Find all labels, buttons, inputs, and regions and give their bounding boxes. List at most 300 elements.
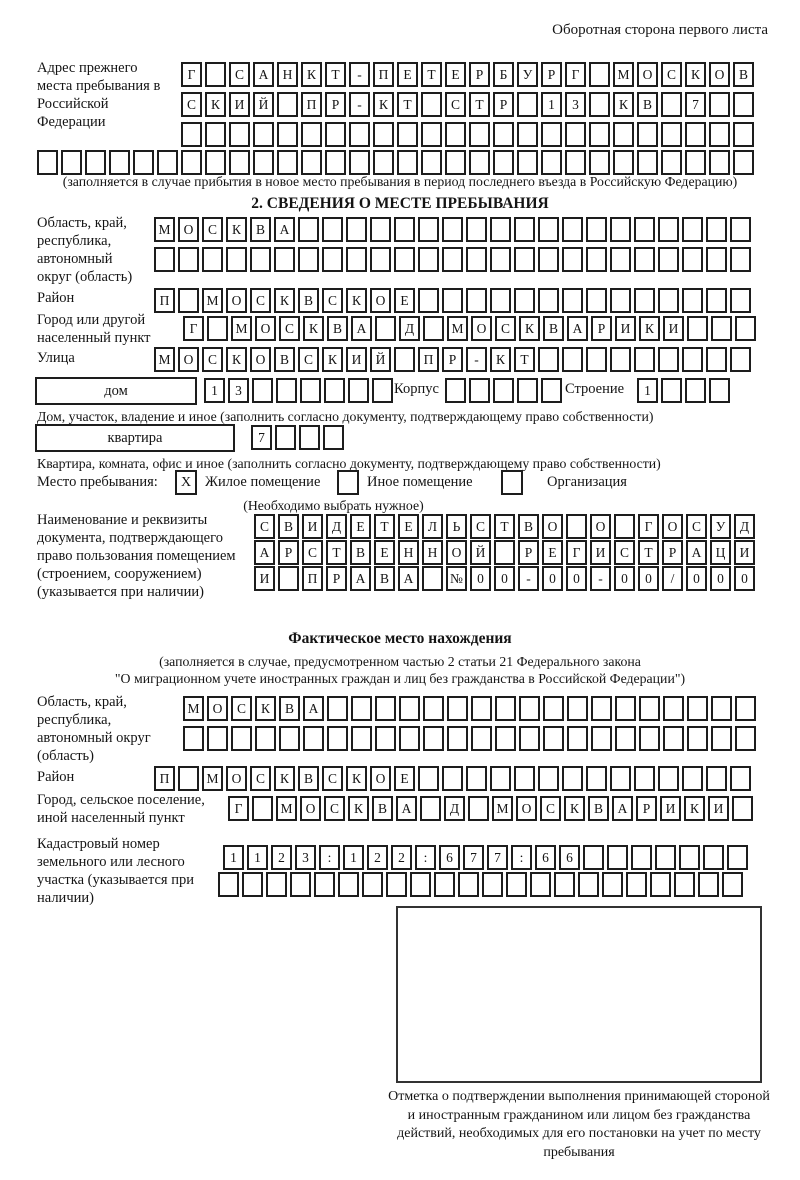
char-cell: К xyxy=(685,62,706,87)
char-cell xyxy=(277,92,298,117)
char-cell xyxy=(37,150,58,175)
char-cell: Р xyxy=(325,92,346,117)
char-cell: К xyxy=(519,316,540,341)
char-cell xyxy=(178,288,199,313)
s2-region-row-1 xyxy=(154,217,751,242)
section2-title: 2. СВЕДЕНИЯ О МЕСТЕ ПРЕБЫВАНИЯ xyxy=(251,195,549,212)
char-cell xyxy=(711,696,732,721)
char-cell xyxy=(298,217,319,242)
char-cell: Т xyxy=(514,347,535,372)
char-cell xyxy=(562,288,583,313)
char-cell xyxy=(469,150,490,175)
char-cell: К xyxy=(226,347,247,372)
char-cell xyxy=(202,247,223,272)
char-cell: В xyxy=(588,796,609,821)
char-cell xyxy=(471,726,492,751)
char-cell: К xyxy=(564,796,585,821)
char-cell xyxy=(637,150,658,175)
char-cell xyxy=(655,845,676,870)
char-cell xyxy=(495,696,516,721)
char-cell xyxy=(538,347,559,372)
char-cell xyxy=(133,150,154,175)
char-cell xyxy=(634,288,655,313)
char-cell: Т xyxy=(326,540,347,565)
char-cell xyxy=(351,726,372,751)
char-cell: 6 xyxy=(439,845,460,870)
char-cell xyxy=(323,425,344,450)
char-cell: Р xyxy=(636,796,657,821)
char-cell xyxy=(663,726,684,751)
char-cell: Й xyxy=(470,540,491,565)
char-cell xyxy=(538,766,559,791)
char-cell xyxy=(375,316,396,341)
char-cell xyxy=(613,150,634,175)
char-cell xyxy=(589,92,610,117)
char-cell: 1 xyxy=(204,378,225,403)
char-cell xyxy=(154,247,175,272)
char-cell xyxy=(658,347,679,372)
char-cell: Е xyxy=(397,62,418,87)
confirmation-stamp-box xyxy=(396,906,762,1083)
char-cell xyxy=(711,726,732,751)
char-cell: 2 xyxy=(391,845,412,870)
char-cell xyxy=(178,247,199,272)
char-cell: 1 xyxy=(541,92,562,117)
char-cell: И xyxy=(590,540,611,565)
checkbox-other-premises xyxy=(337,470,359,495)
char-cell xyxy=(730,288,751,313)
char-cell xyxy=(709,378,730,403)
char-cell xyxy=(538,247,559,272)
char-cell xyxy=(586,217,607,242)
char-cell xyxy=(687,696,708,721)
char-cell: И xyxy=(254,566,275,591)
option-other-premises-label: Иное помещение xyxy=(367,474,473,490)
char-cell xyxy=(423,316,444,341)
char-cell: А xyxy=(253,62,274,87)
char-cell xyxy=(397,150,418,175)
char-cell xyxy=(447,726,468,751)
char-cell xyxy=(730,766,751,791)
char-cell: В xyxy=(733,62,754,87)
char-cell: М xyxy=(154,217,175,242)
char-cell xyxy=(514,217,535,242)
char-cell xyxy=(543,696,564,721)
char-cell: 7 xyxy=(685,92,706,117)
char-cell xyxy=(586,288,607,313)
char-cell xyxy=(466,288,487,313)
char-cell: В xyxy=(543,316,564,341)
char-cell xyxy=(679,845,700,870)
char-cell: Е xyxy=(394,288,415,313)
char-cell: О xyxy=(250,347,271,372)
char-cell xyxy=(634,347,655,372)
char-cell: 2 xyxy=(367,845,388,870)
char-cell: К xyxy=(490,347,511,372)
char-cell: О xyxy=(637,62,658,87)
char-cell: Ц xyxy=(710,540,731,565)
char-cell: Д xyxy=(734,514,755,539)
char-cell xyxy=(300,378,321,403)
char-cell xyxy=(517,150,538,175)
char-cell xyxy=(591,696,612,721)
char-cell xyxy=(252,378,273,403)
char-cell xyxy=(322,247,343,272)
char-cell xyxy=(85,150,106,175)
char-cell xyxy=(626,872,647,897)
char-cell: С xyxy=(202,347,223,372)
char-cell xyxy=(226,247,247,272)
char-cell: Е xyxy=(542,540,563,565)
char-cell xyxy=(346,217,367,242)
char-cell xyxy=(253,150,274,175)
char-cell: В xyxy=(327,316,348,341)
char-cell: С xyxy=(445,92,466,117)
actual-note-line2: "О миграционном учете иностранных граждан и лиц без гражданства в Российской Федерации") xyxy=(114,671,686,686)
house-note: Дом, участок, владение и иное (заполнить согласно документу, подтверждающему право собственности) xyxy=(37,409,654,424)
char-cell xyxy=(394,347,415,372)
char-cell xyxy=(372,378,393,403)
char-cell: О xyxy=(300,796,321,821)
char-cell: К xyxy=(274,288,295,313)
char-cell: О xyxy=(542,514,563,539)
char-cell xyxy=(447,696,468,721)
char-cell xyxy=(422,566,443,591)
char-cell xyxy=(538,288,559,313)
char-cell xyxy=(517,122,538,147)
char-cell xyxy=(394,217,415,242)
actual-city-label: Город, сельское поселение, иной населенный пункт xyxy=(37,792,205,826)
house-number-row xyxy=(204,378,393,403)
char-cell: 0 xyxy=(734,566,755,591)
char-cell: К xyxy=(373,92,394,117)
char-cell xyxy=(730,347,751,372)
char-cell: А xyxy=(303,696,324,721)
char-cell: О xyxy=(590,514,611,539)
char-cell xyxy=(242,872,263,897)
char-cell: М xyxy=(613,62,634,87)
char-cell xyxy=(583,845,604,870)
char-cell xyxy=(375,726,396,751)
char-cell: А xyxy=(274,217,295,242)
char-cell xyxy=(373,150,394,175)
cadastral-row-2 xyxy=(218,872,743,897)
char-cell: 6 xyxy=(535,845,556,870)
char-cell xyxy=(639,726,660,751)
char-cell xyxy=(490,288,511,313)
char-cell: В xyxy=(637,92,658,117)
char-cell: М xyxy=(154,347,175,372)
char-cell: Й xyxy=(370,347,391,372)
char-cell xyxy=(530,872,551,897)
char-cell xyxy=(567,696,588,721)
actual-note-line1: (заполняется в случае, предусмотренном частью 2 статьи 21 Федерального закона xyxy=(159,654,641,669)
char-cell: 0 xyxy=(542,566,563,591)
s2-district-row xyxy=(154,288,751,313)
char-cell: С xyxy=(324,796,345,821)
char-cell xyxy=(421,150,442,175)
char-cell xyxy=(519,696,540,721)
char-cell: Т xyxy=(325,62,346,87)
char-cell xyxy=(578,872,599,897)
char-cell xyxy=(637,122,658,147)
char-cell xyxy=(493,150,514,175)
char-cell: О xyxy=(178,347,199,372)
char-cell: В xyxy=(274,347,295,372)
char-cell: Г xyxy=(638,514,659,539)
char-cell xyxy=(399,696,420,721)
char-cell: С xyxy=(279,316,300,341)
char-cell: О xyxy=(516,796,537,821)
char-cell xyxy=(586,247,607,272)
document-row-2 xyxy=(254,540,755,565)
char-cell: К xyxy=(322,347,343,372)
cadastral-row-1 xyxy=(223,845,748,870)
char-cell xyxy=(322,217,343,242)
char-cell: Т xyxy=(421,62,442,87)
char-cell: / xyxy=(662,566,683,591)
char-cell xyxy=(634,766,655,791)
char-cell: С xyxy=(302,540,323,565)
char-cell: 1 xyxy=(247,845,268,870)
char-cell: С xyxy=(540,796,561,821)
char-cell xyxy=(631,845,652,870)
char-cell xyxy=(362,872,383,897)
char-cell xyxy=(301,122,322,147)
char-cell: С xyxy=(250,288,271,313)
char-cell xyxy=(373,122,394,147)
char-cell: Д xyxy=(326,514,347,539)
char-cell xyxy=(466,766,487,791)
char-cell: В xyxy=(298,766,319,791)
char-cell: М xyxy=(183,696,204,721)
char-cell: А xyxy=(612,796,633,821)
cadastral-label: Кадастровый номер земельного или лесного участка (указывается при наличии) xyxy=(37,836,194,906)
char-cell xyxy=(685,150,706,175)
char-cell xyxy=(493,122,514,147)
char-cell xyxy=(733,122,754,147)
document-row-3 xyxy=(254,566,755,591)
char-cell xyxy=(732,796,753,821)
char-cell xyxy=(205,122,226,147)
char-cell: Ь xyxy=(446,514,467,539)
actual-region-row-2 xyxy=(183,726,756,751)
char-cell xyxy=(514,247,535,272)
char-cell xyxy=(607,845,628,870)
char-cell xyxy=(639,696,660,721)
stamp-caption: Отметка о подтверждении выполнения принимающей стороной и иностранным гражданином или лицом без гражданства действий, необходимых для его постановки на учет по месту пребывания xyxy=(388,1089,770,1160)
char-cell: Р xyxy=(662,540,683,565)
char-cell xyxy=(650,872,671,897)
s2-street-label: Улица xyxy=(37,350,75,366)
char-cell xyxy=(299,425,320,450)
char-cell xyxy=(181,122,202,147)
char-cell xyxy=(565,150,586,175)
char-cell xyxy=(610,247,631,272)
char-cell xyxy=(706,247,727,272)
char-cell xyxy=(519,726,540,751)
char-cell xyxy=(706,766,727,791)
char-cell: Р xyxy=(493,92,514,117)
char-cell xyxy=(682,288,703,313)
char-cell: - xyxy=(349,62,370,87)
prev-address-row-1 xyxy=(181,62,754,87)
char-cell: Р xyxy=(469,62,490,87)
char-cell: С xyxy=(229,62,250,87)
char-cell: К xyxy=(639,316,660,341)
char-cell: : xyxy=(319,845,340,870)
char-cell: О xyxy=(226,288,247,313)
char-cell xyxy=(490,247,511,272)
char-cell xyxy=(703,845,724,870)
char-cell xyxy=(541,378,562,403)
char-cell xyxy=(397,122,418,147)
char-cell: А xyxy=(351,316,372,341)
char-cell: К xyxy=(346,288,367,313)
char-cell xyxy=(589,122,610,147)
char-cell xyxy=(207,316,228,341)
char-cell xyxy=(445,378,466,403)
char-cell: О xyxy=(446,540,467,565)
char-cell xyxy=(517,378,538,403)
prev-address-row-4 xyxy=(37,150,754,175)
char-cell xyxy=(229,150,250,175)
char-cell xyxy=(346,247,367,272)
char-cell xyxy=(277,150,298,175)
char-cell xyxy=(661,92,682,117)
char-cell xyxy=(733,150,754,175)
char-cell xyxy=(418,247,439,272)
char-cell xyxy=(634,217,655,242)
checkbox-organization xyxy=(501,470,523,495)
char-cell: В xyxy=(350,540,371,565)
char-cell: 3 xyxy=(228,378,249,403)
char-cell xyxy=(445,150,466,175)
s2-street-row xyxy=(154,347,751,372)
char-cell: Н xyxy=(422,540,443,565)
char-cell xyxy=(722,872,743,897)
char-cell: Т xyxy=(469,92,490,117)
char-cell xyxy=(469,122,490,147)
char-cell xyxy=(327,726,348,751)
char-cell xyxy=(266,872,287,897)
char-cell xyxy=(183,726,204,751)
option-organization-label: Организация xyxy=(547,474,627,490)
char-cell: 0 xyxy=(494,566,515,591)
char-cell: 2 xyxy=(271,845,292,870)
char-cell xyxy=(301,150,322,175)
char-cell xyxy=(255,726,276,751)
char-cell: О xyxy=(255,316,276,341)
char-cell xyxy=(109,150,130,175)
char-cell xyxy=(658,288,679,313)
char-cell: И xyxy=(708,796,729,821)
char-cell xyxy=(458,872,479,897)
char-cell: О xyxy=(662,514,683,539)
char-cell xyxy=(386,872,407,897)
char-cell: П xyxy=(301,92,322,117)
char-cell: О xyxy=(207,696,228,721)
char-cell xyxy=(658,217,679,242)
char-cell: И xyxy=(302,514,323,539)
char-cell xyxy=(610,347,631,372)
char-cell: Р xyxy=(278,540,299,565)
char-cell xyxy=(634,247,655,272)
char-cell: А xyxy=(686,540,707,565)
char-cell xyxy=(658,247,679,272)
document-label: Наименование и реквизиты документа, подтверждающего право пользования помещением (строением, сооружением) (указывается при наличии) xyxy=(37,512,236,600)
char-cell: Г xyxy=(566,540,587,565)
char-cell xyxy=(733,92,754,117)
char-cell xyxy=(351,696,372,721)
char-cell xyxy=(698,872,719,897)
char-cell xyxy=(399,726,420,751)
char-cell xyxy=(706,347,727,372)
char-cell xyxy=(327,696,348,721)
char-cell xyxy=(348,378,369,403)
s2-city-row xyxy=(183,316,756,341)
char-cell: У xyxy=(517,62,538,87)
char-cell xyxy=(420,796,441,821)
char-cell: 6 xyxy=(559,845,580,870)
char-cell xyxy=(252,796,273,821)
char-cell: Т xyxy=(397,92,418,117)
char-cell xyxy=(562,347,583,372)
char-cell xyxy=(541,150,562,175)
char-cell xyxy=(682,247,703,272)
char-cell xyxy=(562,217,583,242)
char-cell: Г xyxy=(565,62,586,87)
char-cell: В xyxy=(374,566,395,591)
char-cell xyxy=(418,217,439,242)
char-cell xyxy=(205,150,226,175)
char-cell: Р xyxy=(591,316,612,341)
char-cell: В xyxy=(278,514,299,539)
char-cell: 0 xyxy=(638,566,659,591)
char-cell xyxy=(602,872,623,897)
char-cell xyxy=(682,217,703,242)
char-cell: Г xyxy=(181,62,202,87)
char-cell: К xyxy=(255,696,276,721)
char-cell xyxy=(735,316,756,341)
char-cell xyxy=(674,872,695,897)
prev-address-label: Адрес прежнего места пребывания в Российской Федерации xyxy=(37,60,161,130)
char-cell xyxy=(61,150,82,175)
char-cell xyxy=(589,62,610,87)
char-cell xyxy=(610,288,631,313)
char-cell xyxy=(562,247,583,272)
char-cell xyxy=(375,696,396,721)
char-cell: К xyxy=(205,92,226,117)
char-cell xyxy=(421,92,442,117)
char-cell xyxy=(494,540,515,565)
char-cell: 7 xyxy=(463,845,484,870)
actual-city-row xyxy=(228,796,753,821)
char-cell xyxy=(566,514,587,539)
char-cell xyxy=(735,726,756,751)
char-cell xyxy=(349,122,370,147)
char-cell: С xyxy=(231,696,252,721)
char-cell xyxy=(370,247,391,272)
char-cell xyxy=(469,378,490,403)
char-cell xyxy=(207,726,228,751)
char-cell: А xyxy=(254,540,275,565)
char-cell: Е xyxy=(374,540,395,565)
char-cell xyxy=(730,217,751,242)
char-cell: А xyxy=(398,566,419,591)
char-cell: Л xyxy=(422,514,443,539)
char-cell xyxy=(567,726,588,751)
